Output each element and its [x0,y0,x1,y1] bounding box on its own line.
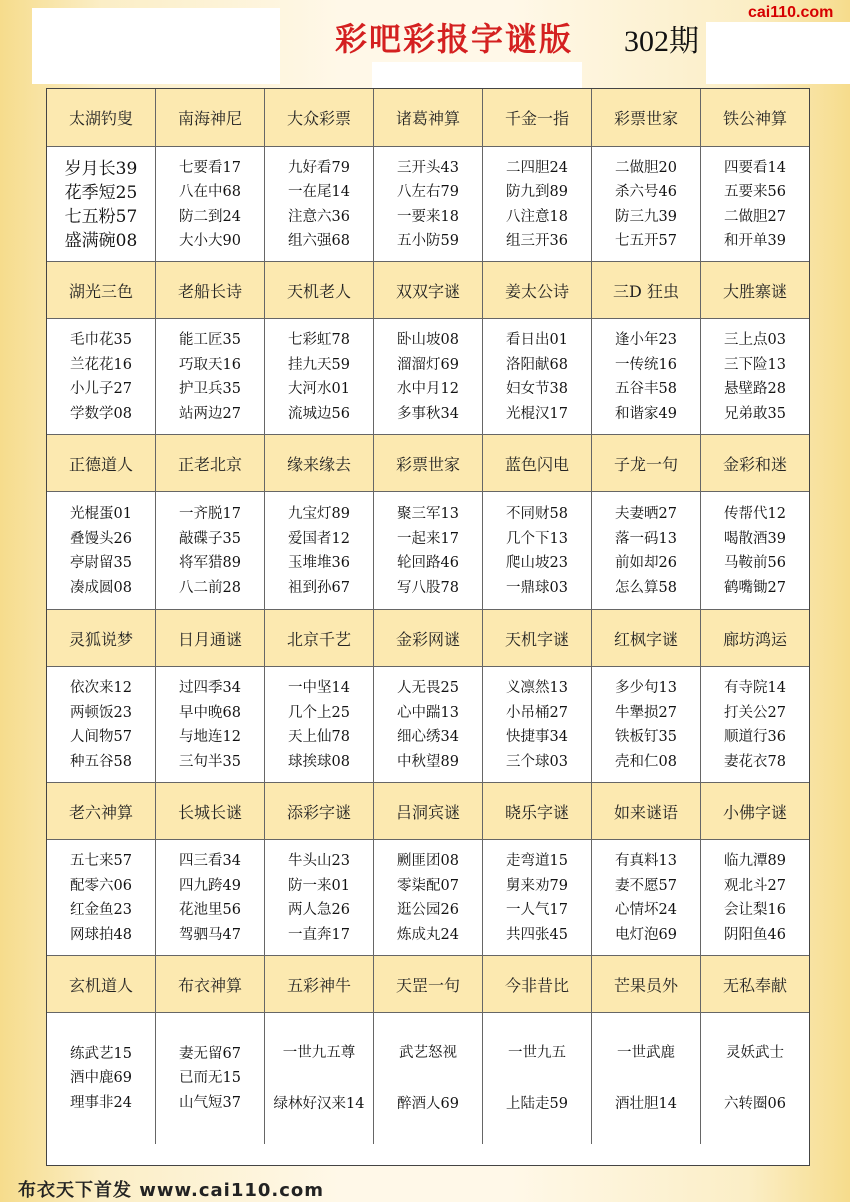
column-header: 无私奉献 [722,976,787,995]
riddle-cell [47,319,156,435]
riddle-line: 五谷丰58 [615,381,677,397]
riddle-line: 九宝灯89 [288,506,350,522]
riddle-line: 兄弟敢35 [724,405,786,422]
riddle-line: 马鞍前56 [724,555,786,571]
header-row [47,609,809,667]
riddle-line: 小儿子27 [70,381,132,397]
column-header: 缘来缘去 [265,435,374,492]
riddle-line: 细心绣34 [397,729,459,745]
riddle-line: 敲碟子35 [179,530,241,547]
riddle-line: 防三九39 [615,208,677,225]
riddle-line: 义凛然13 [506,680,568,696]
riddle-line: 武艺怒视 [399,1045,457,1061]
riddle-line: 将军猎89 [179,555,241,571]
riddle-line: 观北斗27 [724,877,786,894]
riddle-line: 怎么算58 [615,579,677,596]
riddle-line: 护卫兵35 [179,381,241,397]
riddle-line: 临九潭89 [724,853,786,869]
blank-patch-middle [372,62,582,88]
riddle-line: 电灯泡69 [615,926,677,943]
riddle-line: 水中月12 [397,381,459,397]
riddle-line: 卧山坡08 [397,332,459,348]
issue-number: 302期 [624,25,699,58]
riddle-cell [701,1013,809,1144]
column-header: 南海神尼 [156,89,265,146]
column-header: 五彩神牛 [265,956,374,1013]
column-header: 天机老人 [265,262,374,319]
riddle-line: 花季短25 [64,182,138,203]
riddle-line: 心情坏24 [615,902,677,918]
riddle-cell [156,319,265,435]
blank-patch-left [32,8,280,84]
riddle-line: 一传统16 [615,356,677,373]
riddle-cell [483,667,592,783]
page-title: 彩吧彩报字谜版 [335,20,574,58]
riddle-line: 共四张45 [506,926,568,943]
column-header: 双双字谜 [374,262,483,319]
column-header: 如来谜语 [592,783,701,840]
riddle-line: 酒壮胆14 [615,1095,677,1112]
riddle-line: 依次来12 [70,680,132,696]
riddle-cell [156,147,265,262]
riddle-line: 溜溜灯69 [397,356,459,373]
riddle-line: 绿林好汉来14 [273,1095,365,1112]
riddle-row [47,146,809,262]
riddle-line: 劂匪团08 [397,853,459,869]
riddle-cell [156,840,265,956]
riddle-line: 光棍蛋01 [70,506,132,522]
header-row [47,89,809,146]
riddle-line: 与地连12 [179,729,241,745]
riddle-line: 祖到孙67 [288,579,350,596]
column-header: 小佛字谜 [722,803,787,822]
riddle-line: 人无畏25 [397,680,459,696]
blank-patch-right [706,22,850,84]
column-header: 长城长谜 [156,783,265,840]
riddle-line: 一中坚14 [288,680,350,696]
riddle-line: 四九跨49 [179,877,241,894]
column-header: 蓝色闪电 [483,435,592,492]
riddle-cell [265,667,374,783]
riddle-line: 盛满碗08 [64,230,138,251]
riddle-line: 防九到89 [506,184,568,200]
column-header: 吕洞宾谜 [374,783,483,840]
riddle-line: 理事非24 [70,1094,132,1111]
riddle-line: 注意六36 [288,208,350,225]
riddle-line: 大小大90 [179,233,241,249]
riddle-line: 兰花花16 [70,356,132,373]
riddle-line: 七五开57 [615,233,677,249]
riddle-cell [374,147,483,262]
riddle-cell [156,667,265,783]
riddle-line: 组六强68 [288,233,350,249]
riddle-line: 毛巾花35 [70,332,132,348]
riddle-line: 二做胆27 [724,208,786,225]
riddle-cell [701,667,809,783]
riddle-line: 杀六号46 [615,184,677,200]
riddle-cell [374,840,483,956]
riddle-row [47,839,809,956]
riddle-line: 炼成丸24 [397,926,459,943]
riddle-line: 逢小年23 [615,332,677,348]
riddle-cell [483,319,592,435]
riddle-line: 练武艺15 [70,1045,132,1062]
riddle-line: 妇女节38 [506,381,568,397]
riddle-line: 写八股78 [397,579,459,596]
riddle-line: 四三看34 [179,853,241,869]
riddle-cell [701,319,809,435]
header-row [47,434,809,492]
riddle-cell [47,492,156,610]
column-header: 金彩和迷 [722,455,787,474]
riddle-line: 学数学08 [70,405,132,422]
riddle-line: 六转圈06 [724,1095,786,1112]
riddle-grid [46,88,810,1166]
riddle-line: 悬壁路28 [724,381,786,397]
riddle-cell [483,1013,592,1144]
column-header: 今非昔比 [483,956,592,1013]
riddle-cell [374,667,483,783]
riddle-line: 三句半35 [179,753,241,770]
riddle-row [47,318,809,435]
riddle-line: 网球拍48 [70,926,132,943]
riddle-line: 快捷事34 [506,729,568,745]
riddle-line: 二做胆20 [615,159,677,176]
riddle-row [47,491,809,610]
riddle-line: 牛犟损27 [615,704,677,721]
riddle-line: 配零六06 [70,877,132,894]
riddle-line: 巧取天16 [179,356,241,373]
column-header: 日月通谜 [156,610,265,667]
riddle-line: 花池里56 [179,902,241,918]
riddle-line: 流城边56 [288,405,350,422]
riddle-line: 夫妻晒27 [615,506,677,522]
riddle-line: 落一码13 [615,530,677,547]
riddle-line: 一人气17 [506,902,568,918]
riddle-cell [701,840,809,956]
column-header: 金彩网谜 [374,610,483,667]
riddle-cell [483,840,592,956]
riddle-line: 二四胆24 [506,159,568,176]
riddle-line: 凑成圆08 [70,579,132,596]
riddle-cell [265,147,374,262]
riddle-line: 防一来01 [288,877,350,894]
riddle-line: 三上点03 [724,332,786,348]
riddle-cell [47,667,156,783]
riddle-line: 舅来劝79 [506,877,568,894]
riddle-line: 三个球03 [506,753,568,770]
riddle-line: 球挨球08 [288,753,350,770]
riddle-line: 打关公27 [724,704,786,721]
riddle-line: 妻不愿57 [615,877,677,894]
riddle-line: 壳和仁08 [615,753,677,770]
riddle-cell [592,147,701,262]
column-header: 老船长诗 [156,262,265,319]
riddle-line: 早中晚68 [179,704,241,721]
riddle-line: 小吊桶27 [506,704,568,721]
riddle-line: 铁板钉35 [615,729,677,745]
riddle-cell [592,840,701,956]
site-logo[interactable]: cai110.com [748,4,834,21]
riddle-line: 喝散酒39 [724,530,786,547]
riddle-line: 五要来56 [724,184,786,200]
riddle-line: 两顿饭23 [70,704,132,721]
riddle-cell [701,492,809,610]
riddle-line: 几个下13 [506,530,568,547]
riddle-line: 一世武鹿 [617,1045,675,1061]
riddle-line: 一世九五尊 [282,1045,356,1061]
riddle-row [47,666,809,783]
riddle-line: 多少句13 [615,680,677,696]
riddle-line: 天上仙78 [288,729,350,745]
header-row [47,782,809,840]
riddle-line: 过四季34 [179,680,241,696]
riddle-cell [265,840,374,956]
column-header: 子龙一句 [592,435,701,492]
column-header: 大胜寨谜 [722,282,787,301]
riddle-line: 玉堆堆36 [288,555,350,571]
riddle-line: 和谐家49 [615,405,677,422]
riddle-cell [265,1013,374,1144]
riddle-cell [592,667,701,783]
header-row [47,955,809,1013]
riddle-line: 五小防59 [397,233,459,249]
riddle-line: 零柒配07 [397,877,459,894]
riddle-line: 七要看17 [179,159,241,176]
riddle-cell [592,319,701,435]
riddle-line: 醉酒人69 [397,1095,459,1112]
riddle-line: 中秋望89 [397,753,459,770]
column-header: 大众彩票 [265,89,374,146]
column-header: 布衣神算 [156,956,265,1013]
riddle-line: 不同财58 [506,506,568,522]
riddle-line: 组三开36 [506,233,568,249]
riddle-line: 四要看14 [724,159,786,176]
riddle-line: 多事秋34 [397,405,459,422]
riddle-line: 有寺院14 [724,680,786,696]
riddle-cell [156,492,265,610]
riddle-line: 光棍汉17 [506,405,568,422]
riddle-cell [265,492,374,610]
column-header: 千金一指 [483,89,592,146]
riddle-line: 爬山坡23 [506,555,568,571]
riddle-line: 已而无15 [179,1070,241,1087]
column-header: 正老北京 [156,435,265,492]
column-header: 玄机道人 [47,956,156,1013]
riddle-line: 三开头43 [397,159,459,176]
column-header: 诸葛神算 [374,89,483,146]
riddle-cell [701,147,809,262]
riddle-cell [374,319,483,435]
column-header: 太湖钓叟 [47,89,156,146]
riddle-line: 三下险13 [724,356,786,373]
riddle-cell [47,1013,156,1144]
riddle-line: 八在中68 [179,184,241,200]
column-header: 老六神算 [47,783,156,840]
riddle-cell [156,1013,265,1144]
column-header: 晓乐字谜 [483,783,592,840]
riddle-line: 聚三军13 [397,506,459,522]
riddle-line: 妻花衣78 [724,753,786,770]
riddle-line: 传帮代12 [724,506,786,522]
riddle-line: 亭尉留35 [70,555,132,571]
riddle-line: 酒中鹿69 [70,1070,132,1087]
riddle-line: 一直奔17 [288,926,350,943]
riddle-line: 上陆走59 [506,1095,568,1112]
riddle-line: 能工匠35 [179,332,241,348]
riddle-cell [47,147,156,262]
riddle-line: 八二前28 [179,579,241,596]
riddle-line: 七五粉57 [64,206,138,227]
header-row [47,261,809,319]
riddle-line: 山气短37 [179,1094,241,1111]
riddle-line: 一起来17 [397,530,459,547]
riddle-line: 心中踹13 [397,704,459,721]
riddle-line: 几个上25 [288,704,350,721]
column-header: 灵狐说梦 [47,610,156,667]
riddle-line: 两人急26 [288,902,350,918]
column-header: 正德道人 [47,435,156,492]
riddle-cell [47,840,156,956]
riddle-line: 和开单39 [724,233,786,249]
riddle-line: 种五谷58 [70,753,132,770]
riddle-line: 一齐脱17 [179,506,241,522]
riddle-line: 走弯道15 [506,853,568,869]
column-header: 天机字谜 [483,610,592,667]
riddle-cell [483,492,592,610]
riddle-line: 妻无留67 [179,1045,241,1062]
riddle-line: 红金鱼23 [70,902,132,918]
riddle-line: 轮回路46 [397,555,459,571]
riddle-line: 岁月长39 [64,158,138,179]
riddle-line: 牛头山23 [288,853,350,869]
riddle-line: 驾驷马47 [179,926,241,943]
column-header: 廊坊鸿运 [722,630,787,649]
riddle-cell [265,319,374,435]
riddle-cell [592,1013,701,1144]
riddle-cell [374,492,483,610]
riddle-line: 洛阳献68 [506,356,568,373]
column-header: 湖光三色 [47,262,156,319]
riddle-cell [374,1013,483,1144]
riddle-line: 一鼎球03 [506,579,568,596]
riddle-line: 顺道行36 [724,729,786,745]
riddle-line: 灵妖武士 [726,1045,784,1061]
riddle-line: 九好看79 [288,159,350,176]
riddle-line: 挂九天59 [288,356,350,373]
riddle-line: 会让梨16 [724,902,786,918]
column-header: 彩票世家 [374,435,483,492]
riddle-line: 站两边27 [179,405,241,422]
column-header: 红枫字谜 [592,610,701,667]
riddle-line: 七彩虹78 [288,332,350,348]
riddle-line: 八左右79 [397,184,459,200]
riddle-line: 一在尾14 [288,184,350,200]
riddle-line: 八注意18 [506,208,568,225]
riddle-line: 一要来18 [397,208,459,225]
column-header: 芒果员外 [592,956,701,1013]
riddle-line: 叠馒头26 [70,530,132,547]
column-header: 添彩字谜 [265,783,374,840]
column-header: 北京千艺 [265,610,374,667]
riddle-line: 有真料13 [615,853,677,869]
column-header: 姜太公诗 [483,262,592,319]
riddle-line: 鹤嘴锄27 [724,579,786,596]
column-header: 三D 狂虫 [592,262,701,319]
riddle-line: 爱国者12 [288,530,350,547]
column-header: 彩票世家 [592,89,701,146]
riddle-line: 前如却26 [615,555,677,571]
riddle-row [47,1012,809,1144]
riddle-line: 防二到24 [179,208,241,225]
riddle-line: 人间物57 [70,729,132,745]
riddle-line: 一世九五 [508,1045,566,1061]
riddle-cell [592,492,701,610]
footer-credit: 布衣天下首发 www.cai110.com [18,1180,325,1201]
riddle-line: 大河水01 [288,381,350,397]
column-header: 铁公神算 [722,109,787,128]
riddle-cell [483,147,592,262]
riddle-line: 阴阳鱼46 [724,926,786,943]
column-header: 天罡一句 [374,956,483,1013]
riddle-line: 五七来57 [70,853,132,869]
riddle-line: 逛公园26 [397,902,459,918]
riddle-line: 看日出01 [506,332,568,348]
